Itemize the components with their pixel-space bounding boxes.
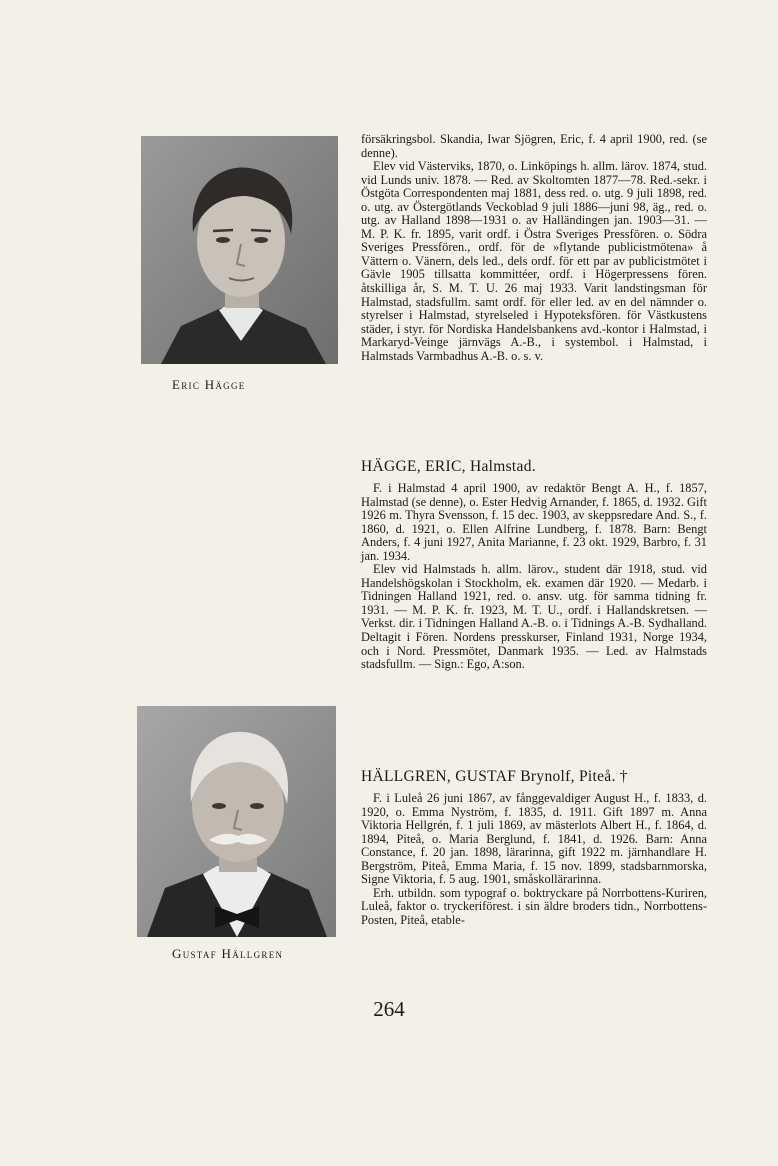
entry-paragraph: F. i Luleå 26 juni 1867, av fånggevaldiger August H., f. 1833, d. 1920, o. Emma Nyström, f. 1835, d. 1911. Gift 1897 m. Anna Viktoria Hellgrén, f. 1 juli 1869, av mästerlots Albert H., f. 1864, d. 1894, Piteå, o. Maria Berglund, f. 1841, d. 1926. Barn: Anna Constance, f. 20 jan. 1898, lärarinna, gift 1922 m. järnhandlare H. Bergström, Piteå, Emma Maria, f. 15 nov. 1899, stadsbarnmorska, Signe Viktoria, f. 5 aug. 1901, småskollärarinna. [361,791,707,887]
entry-paragraph: Erh. utbildn. som typograf o. boktryckare på Norrbottens-Kuriren, Luleå, faktor o. tryckeriförest. i sin äldre broders tidn., Norrbottens-Posten, Piteå, etable- [361,885,707,927]
entry-heading: HÄLLGREN, GUSTAF Brynolf, Piteå. † [361,768,628,785]
entry-paragraph: Elev vid Västerviks, 1870, o. Linköpings h. allm. lärov. 1874, stud. vid Lunds univ. 1878. — Red. av Skoltomten 1877—78. Red.-sekr. i Östgöta Correspondenten maj 1881, dess red. o. utg. 9 juli 1898, red. o. utg. av Östergötlands Veckoblad 9 juli 1886—juni 98, äg., red. o. utg. av Halland 1898—1931 o. av Halländingen jan. 1903—31. — M. P. K. fr. 1895, varit ordf. i Östra Sveriges Pressfören. o. Södra Sveriges Pressfören., ordf. för de »flytande publicistmötena» å Vättern o. Vänern, dels led., dels ordf. för ett par av publicistmötet i Gävle 1905 tillsatta kommittéer, ordf. i Högerpressens fören. åtskilliga år, S. M. T. U. 26 maj 1933. Varit landstingsman för Halmstad, stadsfullm. samt ordf. för eller led. av en del nämnder o. styrelser i Halmstad, styrelseled i Hypoteksfören. för Västkustens städer, i styr. för Nordiska Handelsbankens avd.-kontor i Halmstad, i Markaryd-Veinge järnvägs A.-B., i systembol. i Halmstad, i Halmstads Varmbadhus A.-B. o. s. v. [361,159,707,363]
entry-hallgren-gustaf [361,768,707,927]
entry-paragraph: försäkringsbol. Skandia, Iwar Sjögren, Eric, f. 4 april 1900, red. (se denne). [361,132,707,160]
entry-continuation [361,133,707,363]
portrait-caption-eric-hagge: Eric Hägge [172,377,246,392]
entry-paragraph: Elev vid Halmstads h. allm. lärov., student där 1918, stud. vid Handelshögskolan i Stockholm, ek. examen där 1920. — Medarb. i Tidningen Halland 1921, red. o. ansv. utg. för samma tidning fr. 1931. — M. P. K. fr. 1923, M. T. U., ordf. i Hallandskretsen. — Verkst. dir. i Tidningen Halland A.-B. o. i Tidnings A.-B. Sydhalland. Deltagit i Fören. Nordens presskurser, Finland 1931, Norge 1934, och i Nord. Pressmötet, Danmark 1935. — Led. av Halmstads stadsfullm. — Sign.: Ego, A:son. [361,562,707,672]
portrait-photo-gustaf-hallgren [137,706,336,937]
portrait-caption-gustaf-hallgren: Gustaf Hällgren [172,946,284,961]
portrait-photo-eric-hagge [141,136,338,364]
entry-paragraph: F. i Halmstad 4 april 1900, av redaktör Bengt A. H., f. 1857, Halmstad (se denne), o. Ester Hedvig Arnander, f. 1865, d. 1932. Gift 1926 m. Thyra Svensson, f. 15 dec. 1903, av skeppsredare And. S., f. 1860, d. 1921, o. Ellen Alfrine Lundberg, f. 1878. Barn: Bengt Anders, f. 4 juni 1927, Anita Marianne, f. 23 okt. 1929, Barbro, f. 31 jan. 1934. [361,481,707,563]
entry-hagge-eric [361,458,707,672]
page-number: 264 [373,997,405,1021]
entry-heading: HÄGGE, ERIC, Halmstad. [361,458,536,475]
